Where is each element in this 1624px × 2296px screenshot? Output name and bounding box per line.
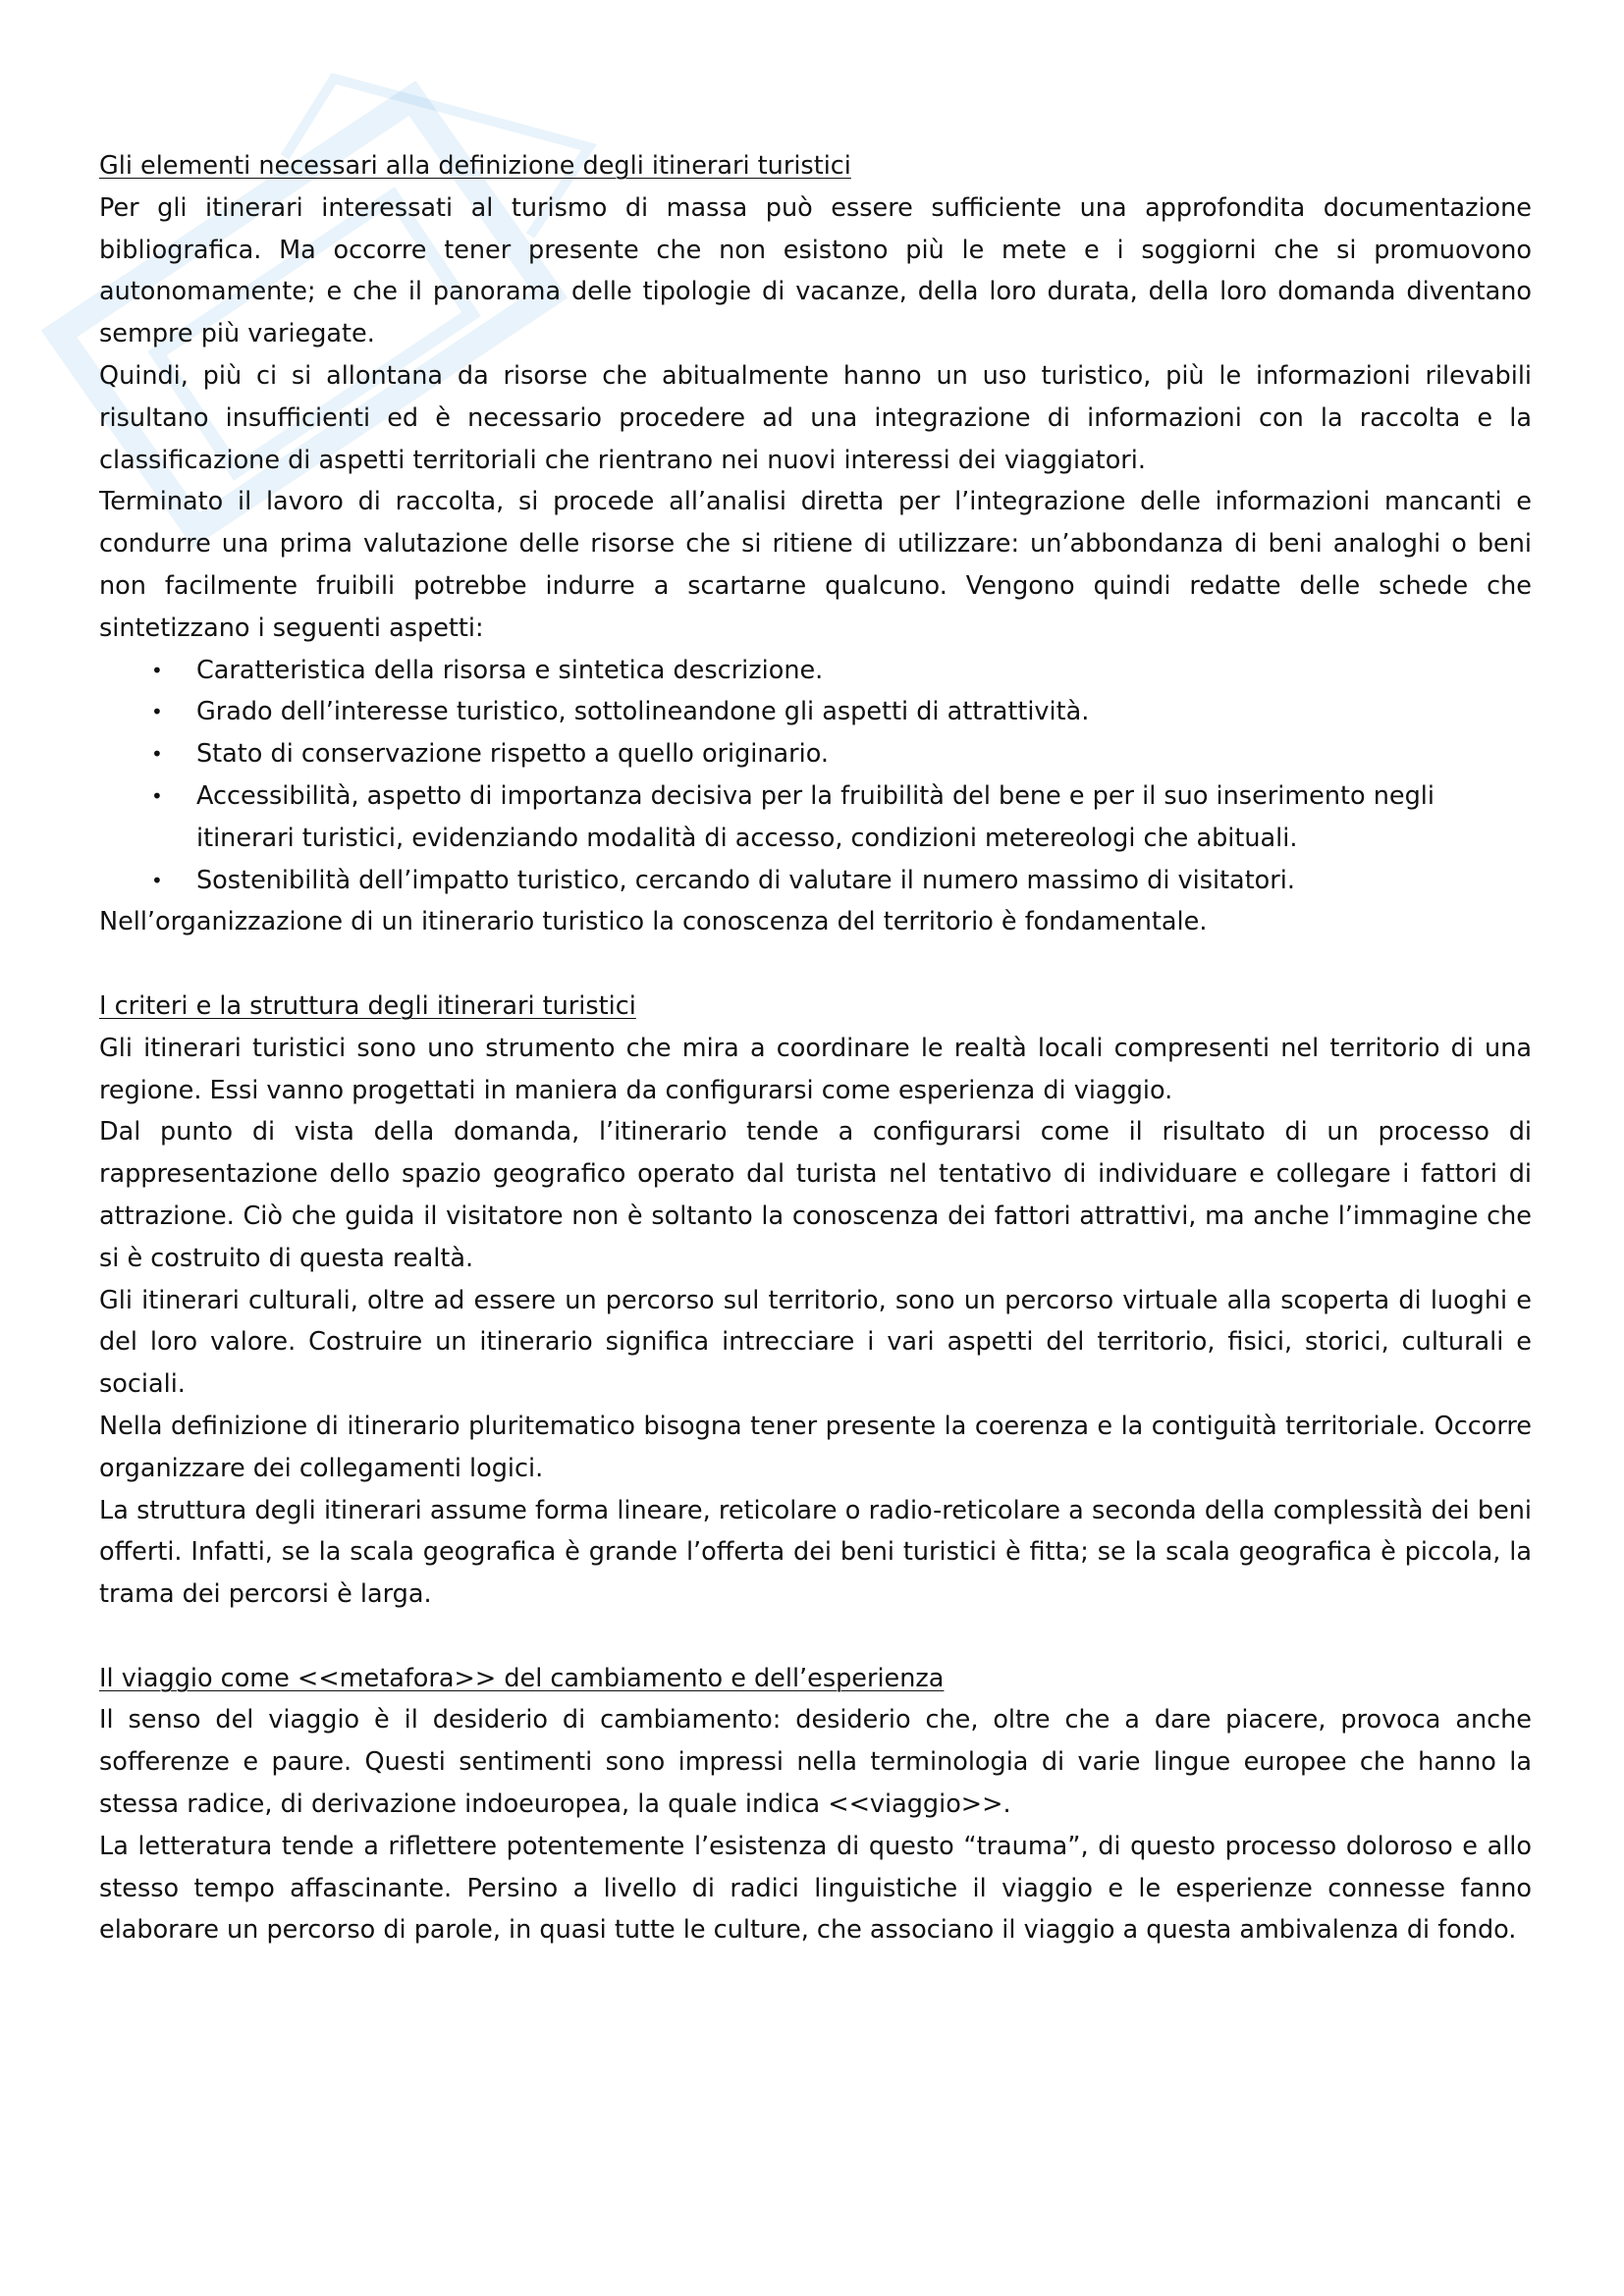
list-item bbox=[99, 691, 1532, 733]
list-item-text: Caratteristica della risorsa e sintetica descrizione. bbox=[196, 655, 824, 685]
list-item bbox=[99, 775, 1532, 860]
section-criteri bbox=[99, 986, 1532, 1616]
bullet-icon: • bbox=[151, 658, 163, 682]
paragraph: Gli itinerari culturali, oltre ad essere un percorso sul territorio, sono un percorso virtuale alla scoperta di luoghi e del loro valore. Costruire un itinerario significa intrecciare i vari aspetti del territorio, fisici, storici, culturali e sociali. bbox=[99, 1285, 1532, 1400]
paragraph: Nella definizione di itinerario pluritematico bisogna tener presente la coerenza e la contiguità territoriale. Occorre organizzare dei collegamenti logici. bbox=[99, 1411, 1532, 1483]
paragraph: Quindi, più ci si allontana da risorse che abitualmente hanno un uso turistico, più le informazioni rilevabili risultano insufficienti ed è necessario procedere ad una integrazione di informazioni con la raccolta e la classificazione di aspetti territoriali che rientrano nei nuovi interessi dei viaggiatori. bbox=[99, 360, 1532, 475]
bullet-icon: • bbox=[151, 700, 163, 724]
paragraph: Terminato il lavoro di raccolta, si procede all’analisi diretta per l’integrazione delle informazioni mancanti e condurre una prima valutazione delle risorse che si ritiene di utilizzare: un’abbondanza di beni analoghi o beni non facilmente fruibili potrebbe indurre a scartarne qualcuno. Vengono quindi redatte delle schede che sintetizzano i seguenti aspetti: bbox=[99, 487, 1532, 643]
paragraph: Il senso del viaggio è il desiderio di cambiamento: desiderio che, oltre che a dare piacere, provoca anche sofferenze e paure. Questi sentimenti sono impressi nella terminologia di varie lingue europee che hanno la stessa radice, di derivazione indoeuropea, la quale indica <<viaggio>>. bbox=[99, 1705, 1532, 1820]
paragraph: La letteratura tende a riflettere potentemente l’esistenza di questo “trauma”, di questo processo doloroso e allo stesso tempo affascinante. Persino a livello di radici linguistiche il viaggio e le esperienze connesse fanno elaborare un percorso di parole, in quasi tutte le culture, che associano il viaggio a questa ambivalenza di fondo. bbox=[99, 1831, 1532, 1946]
bullet-icon: • bbox=[151, 742, 163, 767]
paragraph: Per gli itinerari interessati al turismo di massa può essere sufficiente una approfondita documentazione bibliografica. Ma occorre tener presente che non esistono più le mete e i soggiorni che si promuovono autonomamente; e che il panorama delle tipologie di vacanze, della loro durata, della loro domanda diventano sempre più variegate. bbox=[99, 192, 1532, 349]
section-heading: Il viaggio come <<metafora>> del cambiamento e dell’esperienza bbox=[99, 1663, 945, 1693]
bullet-icon: • bbox=[151, 783, 163, 808]
list-item-text: Grado dell’interesse turistico, sottolineandone gli aspetti di attrattività. bbox=[196, 697, 1090, 727]
section-heading: Gli elementi necessari alla definizione degli itinerari turistici bbox=[99, 151, 851, 181]
section-elementi bbox=[99, 145, 1532, 943]
section-heading: I criteri e la struttura degli itinerari turistici bbox=[99, 990, 636, 1021]
paragraph: La struttura degli itinerari assume forma lineare, reticolare o radio-reticolare a seconda della complessità dei beni offerti. Infatti, se la scala geografica è grande l’offerta dei beni turistici è fitta; se la scala geografica è piccola, la trama dei percorsi è larga. bbox=[99, 1495, 1532, 1610]
paragraph: Gli itinerari turistici sono uno strumento che mira a coordinare le realtà locali compresenti nel territorio di una regione. Essi vanno progettati in maniera da configurarsi come esperienza di viaggio. bbox=[99, 1033, 1532, 1105]
paragraph: Nell’organizzazione di un itinerario turistico la conoscenza del territorio è fondamentale. bbox=[99, 907, 1208, 937]
list-item bbox=[99, 733, 1532, 775]
list-item-text: Sostenibilità dell’impatto turistico, cercando di valutare il numero massimo di visitatori. bbox=[196, 865, 1295, 895]
aspects-list bbox=[99, 650, 1532, 902]
section-viaggio bbox=[99, 1658, 1532, 1952]
paragraph: Dal punto di vista della domanda, l’itinerario tende a configurarsi come il risultato di un processo di rappresentazione dello spazio geografico operato dal turista nel tentativo di individuare e collegare i fattori di attrazione. Ciò che guida il visitatore non è soltanto la conoscenza dei fattori attrattivi, ma anche l’immagine che si è costruito di questa realtà. bbox=[99, 1117, 1532, 1273]
list-item-text: Stato di conservazione rispetto a quello originario. bbox=[196, 739, 830, 770]
list-item bbox=[99, 860, 1532, 902]
list-item-text: Accessibilità, aspetto di importanza decisiva per la fruibilità del bene e per il suo inserimento negli itinerari turistici, evidenziando modalità di accesso, condizioni metereologi che abituali. bbox=[196, 780, 1435, 853]
bullet-icon: • bbox=[151, 868, 163, 892]
list-item bbox=[99, 650, 1532, 692]
document-body bbox=[99, 145, 1532, 1951]
